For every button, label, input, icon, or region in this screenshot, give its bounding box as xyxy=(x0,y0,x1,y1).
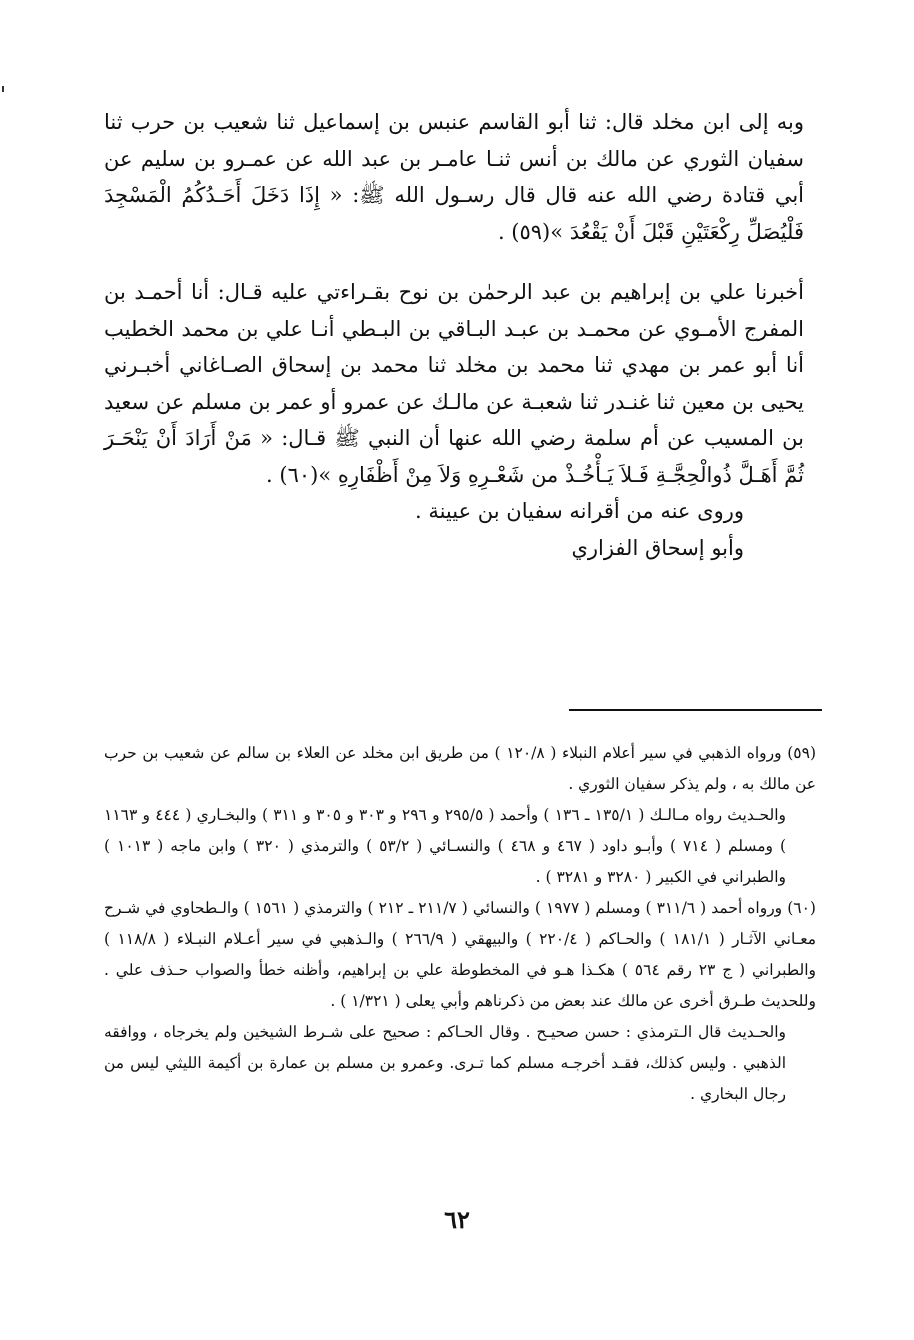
footnotes xyxy=(104,738,816,1110)
footnote-59-continued: والحـديث رواه مـالـك ( ١٣٥/١ ـ ١٣٦ ) وأحمد ( ٢٩٥/٥ و ٢٩٦ و ٣٠٣ و ٣٠٥ و ٣١١ ) والبخـاري ( ٤٤٤ و ١١٦٣ ) ومسلم ( ٧١٤ ) وأبـو داود ( ٤٦٧ و ٤٦٨ ) والنسـائي ( ٥٣/٢ ) والترمذي ( ٣٢٠ ) وابن ماجه ( ١٠١٣ ) والطبراني في الكبير ( ٣٢٨٠ و ٣٢٨١ ) . xyxy=(104,806,787,886)
footnote-59: (٥٩) ورواه الذهبي في سير أعلام النبلاء ( ١٢٠/٨ ) من طريق ابن مخلد عن العلاء بن سالم عن شعيب بن حرب عن مالك به ، ولم يذكر سفيان الثوري . xyxy=(104,744,816,793)
scan-edge-mark xyxy=(2,86,4,92)
line-narrators-1: وروى عنه من أقرانه سفيان بن عيينة . xyxy=(414,499,744,523)
footnote-60: (٦٠) ورواه أحمد ( ٣١١/٦ ) ومسلم ( ١٩٧٧ ) والنسائي ( ٢١١/٧ ـ ٢١٢ ) والترمذي ( ١٥٦١ ) والـطحاوي في شـرح معـاني الآثـار ( ١٨١/١ ) والحـاكم ( ٢٢٠/٤ ) والبيهقي ( ٢٦٦/٩ ) والـذهبي في سير أعـلام النبـلاء ( ١١٨/٨ ) والطبراني ( ج ٢٣ رقم ٥٦٤ ) هكـذا هـو في المخطوطة علي بن إبراهيم، وأظنه خطأ والصواب حـذف علي . وللحديث طـرق أخرى عن مالك عند بعض من ذكرناهم وأبي يعلى ( ١/٣٢١ ) . xyxy=(104,899,817,1010)
paragraph-hadith-60: أخبرنا علي بن إبراهيم بن عبد الرحمٰن بن نوح بقـراءتي عليه قـال: أنا أحمـد بن المفرج الأمـوي عن محمـد بن عبـد البـاقي بن البـطي أنـا علي بن محمد الخطيب أنا أبو عمر بن مهدي ثنا محمد بن مخلد ثنا محمد بن إسحاق الصـاغاني أخبـرني يحيى بن معين ثنا غنـدر ثنا شعبـة عن مالـك عن عمرو أو عمر بن مسلم عن سعيد بن المسيب عن أم سلمة رضي الله عنها أن النبي ﷺ قـال: « مَنْ أَرَادَ أَنْ يَنْحَـرَ ثُمَّ أَهَـلَّ ذُوالْحِجَّـةِ فَـلاَ يَـأْخُـذْ من شَعْـرِهِ وَلاَ مِنْ أَظْفَارِهِ »(٦٠) . xyxy=(104,280,804,487)
footnote-60-continued: والحـديث قال الـترمذي : حسن صحيـح . وقال الحـاكم : صحيح على شـرط الشيخين ولم يخرجاه ، ووافقه الذهبي . وليس كذلك، فقـد أخرجـه مسلم كما تـرى. وعمرو بن مسلم بن عمارة بن أكيمة الليثي ليس من رجال البخاري . xyxy=(104,1023,786,1103)
line-narrators-2: وأبو إسحاق الفزاري xyxy=(571,535,744,560)
main-text xyxy=(104,104,804,566)
footnote-divider xyxy=(569,709,822,711)
page-number: ٦٢ xyxy=(444,1205,470,1234)
paragraph-hadith-59: وبه إلى ابن مخلد قال: ثنا أبو القاسم عنبس بن إسماعيل ثنا شعيب بن حرب ثنا سفيان الثوري عن مالك بن أنس ثنـا عامـر بن عبد الله عن عمـرو بن سليم عن أبي قتادة رضي الله عنه قال قال رسـول الله ﷺ: « إِذَا دَخَلَ أَحَـدُكُمُ الْمَسْجِدَ فَلْيُصَلِّ رِكْعَتَيْنِ قَبْلَ أَنْ يَقْعُدَ »(٥٩) . xyxy=(104,110,804,244)
